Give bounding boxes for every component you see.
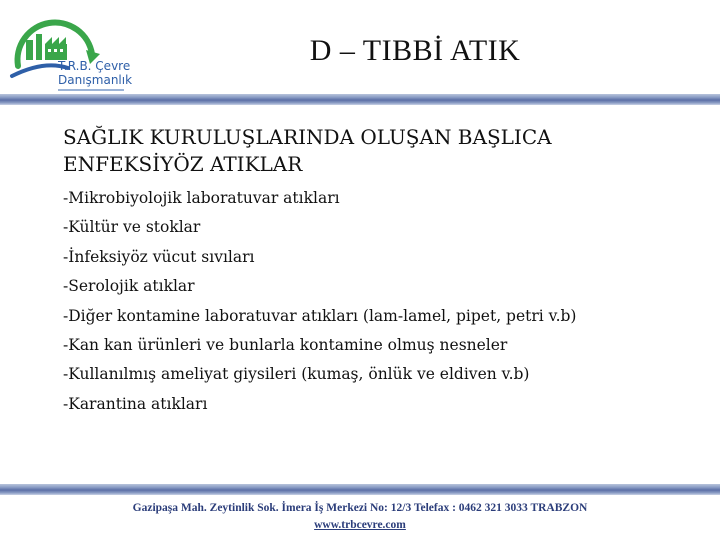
footer-address: Gazipaşa Mah. Zeytinlik Sok. İmera İş Merkezi No: 12/3 Telefax : 0462 321 3033 TRABZON bbox=[132, 502, 588, 514]
list-item: -İnfeksiyöz vücut sıvıları bbox=[63, 247, 255, 266]
list-item: -Kültür ve stoklar bbox=[63, 218, 201, 237]
list-item: -Diğer kontamine laboratuvar atıkları (lam-lamel, pipet, petri v.b) bbox=[63, 306, 577, 325]
list-item: -Serolojik atıklar bbox=[63, 277, 195, 296]
waste-list bbox=[63, 184, 713, 419]
top-divider bbox=[0, 94, 720, 105]
section-heading: SAĞLIK KURULUŞLARINDA OLUŞAN BAŞLICA ENFEKSİYÖZ ATIKLAR bbox=[63, 125, 552, 176]
list-item: -Kan kan ürünleri ve bunlarla kontamine olmuş nesneler bbox=[63, 336, 508, 355]
list-item: -Kullanılmış ameliyat giysileri (kumaş, önlük ve eldiven v.b) bbox=[63, 365, 530, 384]
list-item: -Mikrobiyolojik laboratuvar atıkları bbox=[63, 189, 340, 207]
logo-name-line2: Danışmanlık bbox=[58, 73, 133, 87]
website-link[interactable]: www.trbcevre.com bbox=[314, 519, 406, 531]
footer bbox=[0, 500, 720, 534]
logo-name-line1: T.R.B. Çevre bbox=[58, 59, 131, 73]
company-logo bbox=[4, 4, 144, 96]
recycle-logo-icon bbox=[4, 4, 144, 96]
slide-title: D – TIBBİ ATIK bbox=[309, 34, 521, 67]
list-item: -Karantina atıkları bbox=[63, 394, 208, 413]
bottom-divider bbox=[0, 484, 720, 495]
